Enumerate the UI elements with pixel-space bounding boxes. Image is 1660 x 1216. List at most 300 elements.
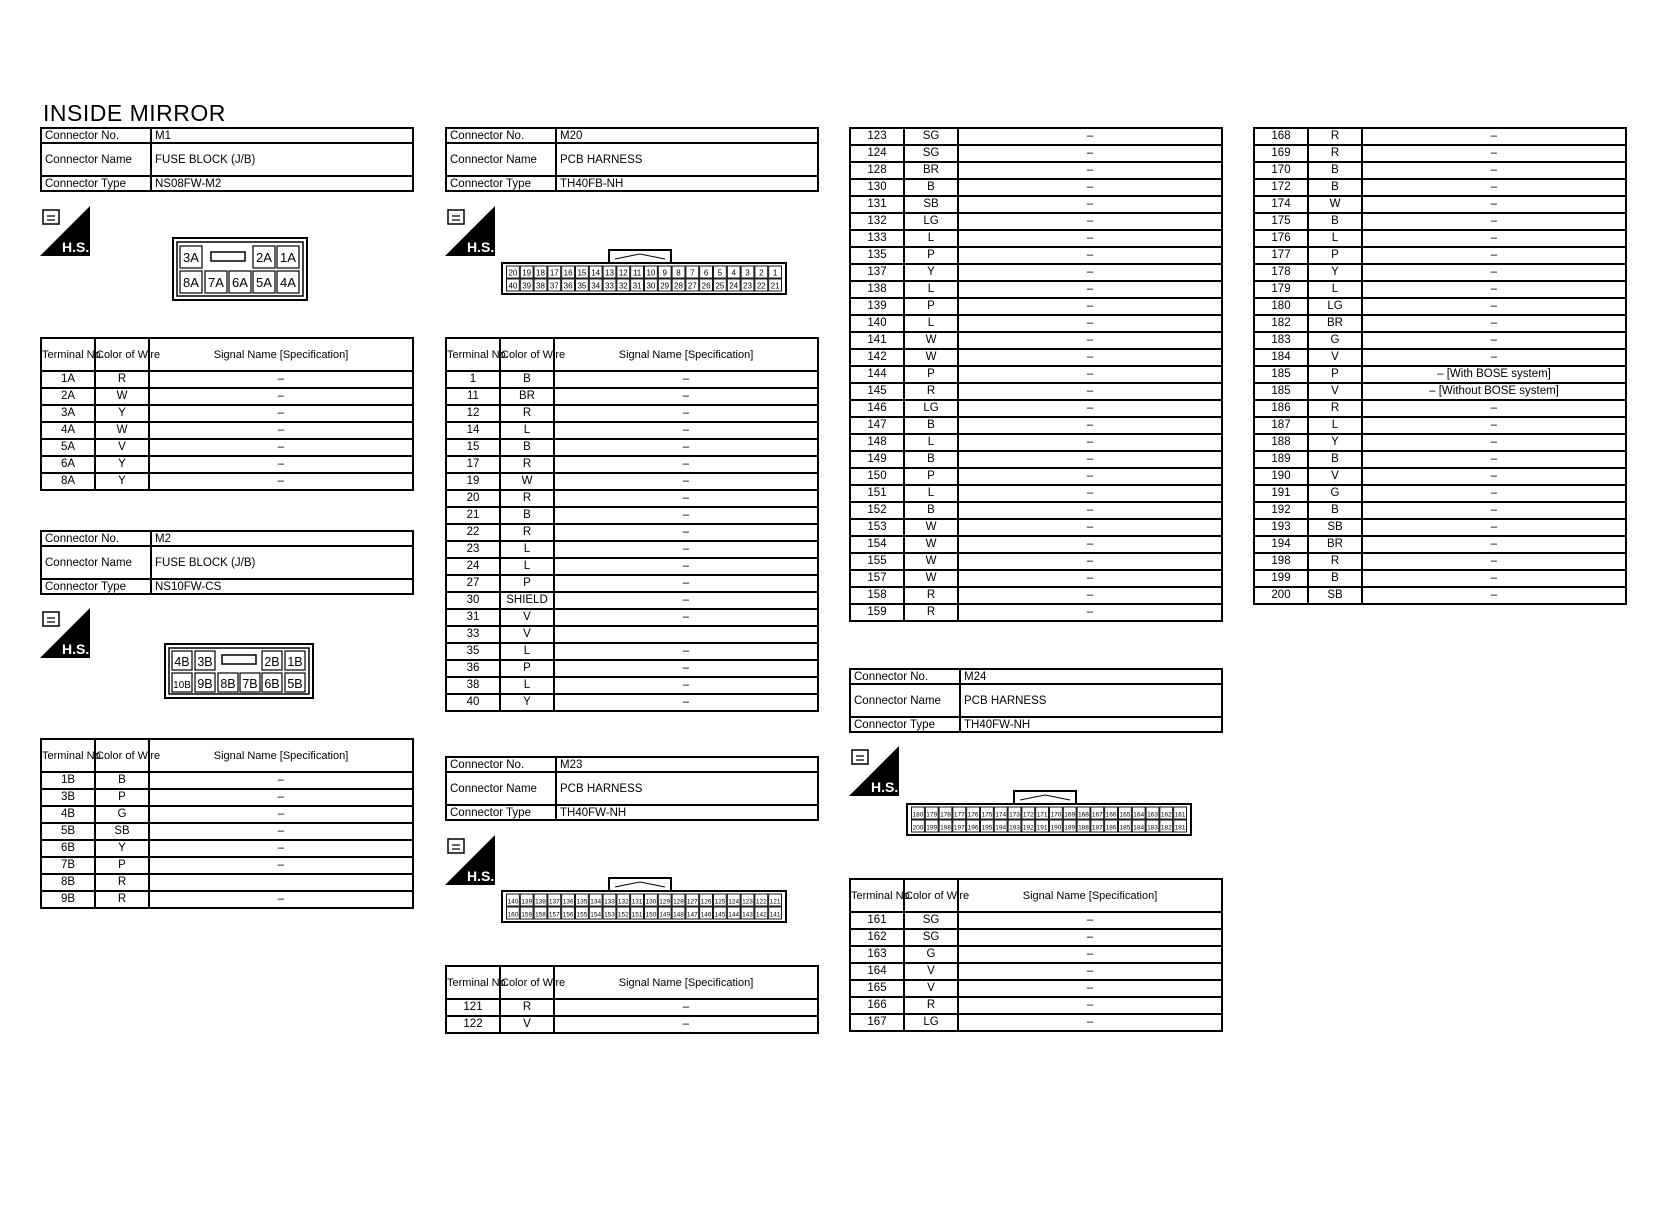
terminal-row [446,694,818,711]
connector-info-m24 [849,668,1223,733]
terminal-row [850,1014,1222,1031]
connector-type-label: Connector Type [41,176,151,191]
wire-color: BR [500,388,554,405]
terminal-no: 152 [850,502,904,519]
terminal-row [41,806,413,823]
connector-type-value: NS08FW-M2 [151,176,413,191]
wire-color: W [500,473,554,490]
terminal-row [850,366,1222,383]
terminal-no: 180 [1254,298,1308,315]
terminal-no: 185 [1254,383,1308,400]
terminal-no: 20 [446,490,500,507]
signal-name: – [1362,230,1626,247]
pin-label: 122 [755,898,767,906]
wire-color: L [500,677,554,694]
pin-label: 5 [717,268,723,278]
wire-color: B [1308,179,1362,196]
pin-label: 149 [659,911,671,919]
terminal-no: 3A [41,405,95,422]
connector-no-label: Connector No. [41,531,151,546]
pin-label: 148 [673,911,684,919]
terminal-row [850,349,1222,366]
terminal-row [446,609,818,626]
terminal-row [1254,434,1626,451]
terminal-row [850,145,1222,162]
signal-name: – [1362,247,1626,264]
pin-label: 39 [522,281,532,291]
terminal-row [41,789,413,806]
signal-name: – [958,468,1222,485]
pin-label: 161 [1174,811,1186,819]
wire-color: SG [904,912,958,929]
wire-color: W [904,553,958,570]
signal-name: – [1362,570,1626,587]
pin-label: 132 [617,898,629,906]
terminal-no: 189 [1254,451,1308,468]
terminal-row [1254,570,1626,587]
terminal-row [850,485,1222,502]
wire-color: R [500,405,554,422]
signal-name: – [958,332,1222,349]
pin-label: 32 [618,281,628,291]
signal-name: – [149,473,413,490]
pin-label: 136 [562,898,574,906]
wire-color: SB [1308,587,1362,604]
terminal-row [850,162,1222,179]
pin-label: 166 [1105,811,1117,819]
wire-color: W [904,570,958,587]
signal-name: – [554,1016,818,1033]
terminal-no-header: Terminal No. [41,338,95,371]
signal-name: – [958,963,1222,980]
terminal-no: 155 [850,553,904,570]
signal-name: – [958,451,1222,468]
pin-label: 151 [631,911,643,919]
signal-name: – [1362,213,1626,230]
terminal-table-m24-continued [1253,127,1627,605]
terminal-row [850,536,1222,553]
pin-label: 192 [1022,824,1034,832]
signal-name: – [554,558,818,575]
connector-face-m23 [501,875,787,923]
terminal-no: 166 [850,997,904,1014]
wire-color: SB [1308,519,1362,536]
wire-color: L [500,643,554,660]
terminal-no: 9B [41,891,95,908]
terminal-row [446,524,818,541]
terminal-row [41,823,413,840]
terminal-row [446,456,818,473]
terminal-row [850,912,1222,929]
signal-name: – [554,541,818,558]
pin-label: 14 [591,268,601,278]
terminal-row [1254,281,1626,298]
signal-name: – [1362,519,1626,536]
pin-label: 188 [1078,824,1089,832]
pin-label: 5A [256,275,272,290]
harness-side-icon [40,206,90,256]
terminal-no: 122 [446,1016,500,1033]
wire-color: V [904,963,958,980]
signal-name: – [149,857,413,874]
signal-name: – [149,789,413,806]
terminal-no: 157 [850,570,904,587]
pin-label: 9 [662,268,667,278]
terminal-table-m24 [849,878,1223,1032]
terminal-row [446,575,818,592]
terminal-no: 184 [1254,349,1308,366]
pin-label: 6A [232,275,248,290]
terminal-row [850,128,1222,145]
signal-name: – [1362,502,1626,519]
terminal-row [446,677,818,694]
terminal-row [850,553,1222,570]
pin-label: 197 [953,824,965,832]
wire-color: R [95,874,149,891]
signal-name: – [958,980,1222,997]
pin-label: 1 [772,268,778,278]
signal-name: – [Without BOSE system] [1362,383,1626,400]
pin-label: 10 [646,268,656,278]
terminal-no: 131 [850,196,904,213]
wire-color: P [1308,247,1362,264]
pin-label: 28 [674,281,683,291]
pin-label: 7 [690,268,695,278]
signal-name: – [958,997,1222,1014]
signal-name: – [1362,468,1626,485]
pin-label: 27 [687,281,697,291]
wire-color: B [904,451,958,468]
signal-name: – [1362,400,1626,417]
signal-name: – [149,422,413,439]
pin-label: 125 [714,898,726,906]
terminal-no: 14 [446,422,500,439]
signal-name: – [1362,145,1626,162]
terminal-no: 172 [1254,179,1308,196]
signal-name: – [149,388,413,405]
terminal-no: 159 [850,604,904,621]
terminal-table-m20 [445,337,819,712]
pin-label: 141 [769,911,781,919]
terminal-no: 154 [850,536,904,553]
terminal-row [446,626,818,643]
color-of-wire-header: Color of Wire [500,338,554,371]
signal-name: – [149,840,413,857]
terminal-row [41,874,413,891]
terminal-row [41,371,413,388]
pin-label: 172 [1022,811,1034,819]
pin-label: 171 [1036,811,1048,819]
wire-color: L [500,558,554,575]
pin-label: 158 [535,911,546,919]
wire-color: B [1308,162,1362,179]
wire-color: L [904,315,958,332]
connector-no-value: M2 [151,531,413,546]
terminal-no: 161 [850,912,904,929]
wire-color: Y [95,840,149,857]
pin-label: 153 [604,911,615,919]
wire-color: B [904,502,958,519]
pin-label: 199 [926,824,938,832]
pin-label: 128 [673,898,684,906]
wire-color: P [904,366,958,383]
terminal-no: 31 [446,609,500,626]
wire-color: R [500,999,554,1016]
wire-color: V [1308,468,1362,485]
terminal-no: 153 [850,519,904,536]
pin-label: 127 [686,898,698,906]
terminal-row [850,451,1222,468]
pin-label: 160 [507,911,519,919]
pin-label: 7A [208,275,224,290]
wire-color: G [1308,485,1362,502]
terminal-no: 164 [850,963,904,980]
signal-name: – [958,417,1222,434]
pin-label: 36 [563,281,573,291]
connector-face-m20 [501,247,787,295]
terminal-no: 141 [850,332,904,349]
pin-label: 34 [591,281,601,291]
terminal-no: 4A [41,422,95,439]
pin-label: 26 [701,281,711,291]
signal-name: – [1362,128,1626,145]
terminal-no: 5A [41,439,95,456]
signal-name: – [1362,298,1626,315]
terminal-no-header: Terminal No. [850,879,904,912]
wire-color: W [904,349,958,366]
terminal-row [850,247,1222,264]
terminal-row [850,332,1222,349]
wire-color: W [904,332,958,349]
pin-label: 24 [729,281,739,291]
terminal-row [446,405,818,422]
connector-name-label: Connector Name [850,684,960,717]
signal-name: – [958,434,1222,451]
connector-name-label: Connector Name [446,772,556,805]
wire-color: R [904,383,958,400]
signal-name: – [1362,179,1626,196]
pin-label: 138 [535,898,546,906]
terminal-no: 162 [850,929,904,946]
signal-name-header: Signal Name [Specification] [554,966,818,999]
wire-color: Y [95,405,149,422]
pin-label: 135 [576,898,588,906]
terminal-no: 15 [446,439,500,456]
terminal-no: 198 [1254,553,1308,570]
terminal-no: 27 [446,575,500,592]
wire-color: B [1308,213,1362,230]
pin-label: 150 [645,911,657,919]
pin-label: 146 [700,911,712,919]
pin-label: 8A [183,275,199,290]
wire-color: Y [500,694,554,711]
pin-label: 170 [1050,811,1062,819]
signal-name: – [1362,536,1626,553]
terminal-no: 124 [850,145,904,162]
terminal-no: 175 [1254,213,1308,230]
terminal-no: 2A [41,388,95,405]
pin-label: 185 [1119,824,1131,832]
signal-name: – [1362,417,1626,434]
wire-color: SB [95,823,149,840]
wire-color: P [1308,366,1362,383]
wire-color: L [500,541,554,558]
connector-no-label: Connector No. [850,669,960,684]
signal-name [149,874,413,891]
wire-color: R [904,997,958,1014]
wire-color: G [904,946,958,963]
signal-name: – [1362,451,1626,468]
terminal-row [1254,417,1626,434]
terminal-row [850,298,1222,315]
terminal-no: 8B [41,874,95,891]
wire-color: G [95,806,149,823]
terminal-row [446,1016,818,1033]
wire-color: Y [1308,264,1362,281]
wire-color: W [904,536,958,553]
connector-no-value: M23 [556,757,818,772]
terminal-row [41,772,413,789]
terminal-no: 193 [1254,519,1308,536]
terminal-row [850,230,1222,247]
connector-latch [615,882,665,887]
wire-color: L [1308,230,1362,247]
signal-name [554,626,818,643]
terminal-no: 30 [446,592,500,609]
terminal-no: 36 [446,660,500,677]
pin-label: 179 [926,811,938,819]
terminal-no: 170 [1254,162,1308,179]
terminal-row [850,570,1222,587]
wire-color: L [500,422,554,439]
signal-name: – [554,388,818,405]
terminal-row [446,422,818,439]
signal-name: – [554,677,818,694]
terminal-row [446,490,818,507]
pin-label: 38 [536,281,545,291]
connector-name-label: Connector Name [41,546,151,579]
terminal-no: 191 [1254,485,1308,502]
pin-label: 181 [1174,824,1186,832]
wire-color: W [95,422,149,439]
wire-color: G [1308,332,1362,349]
signal-name: – [958,128,1222,145]
signal-name: – [958,264,1222,281]
signal-name: – [958,162,1222,179]
pin-label: 174 [995,811,1007,819]
signal-name-header: Signal Name [Specification] [958,879,1222,912]
pin-label: 40 [508,281,518,291]
wire-color: V [500,1016,554,1033]
connector-info-m2 [40,530,414,595]
connector-type-label: Connector Type [850,717,960,732]
wire-color: L [904,434,958,451]
terminal-row [1254,485,1626,502]
pin-label: 1A [280,250,296,265]
wire-color: SG [904,128,958,145]
signal-name: – [1362,553,1626,570]
connector-type-value: NS10FW-CS [151,579,413,594]
terminal-no: 1 [446,371,500,388]
terminal-no: 38 [446,677,500,694]
signal-name: – [1362,264,1626,281]
terminal-row [1254,332,1626,349]
signal-name: – [1362,587,1626,604]
wire-color: Y [904,264,958,281]
wire-color: B [500,507,554,524]
wire-color: P [904,468,958,485]
terminal-no: 130 [850,179,904,196]
terminal-row [850,929,1222,946]
pin-label: 177 [953,811,965,819]
terminal-row [850,179,1222,196]
terminal-row [850,980,1222,997]
connector-type-label: Connector Type [446,176,556,191]
terminal-row [850,587,1222,604]
wire-color: SB [904,196,958,213]
pin-label: 133 [604,898,615,906]
wire-color: V [95,439,149,456]
pin-label: 8 [676,268,681,278]
terminal-row [850,196,1222,213]
hs-label: H.S. [62,641,90,657]
pin-label: 176 [967,811,979,819]
wire-color: L [904,281,958,298]
wire-color: B [1308,570,1362,587]
terminal-no: 194 [1254,536,1308,553]
terminal-no: 123 [850,128,904,145]
pin-label: 25 [715,281,725,291]
wire-color: V [1308,383,1362,400]
connector-name-value: FUSE BLOCK (J/B) [151,143,413,176]
pin-label: 154 [590,911,602,919]
wire-color: LG [904,400,958,417]
terminal-row [850,417,1222,434]
signal-name: – [149,891,413,908]
terminal-no: 21 [446,507,500,524]
signal-name: – [958,553,1222,570]
signal-name: – [958,604,1222,621]
pin-label: 168 [1078,811,1089,819]
terminal-no: 177 [1254,247,1308,264]
terminal-no: 185 [1254,366,1308,383]
signal-name: – [958,196,1222,213]
terminal-table-m2 [40,738,414,909]
pin-label: 162 [1160,811,1172,819]
signal-name: – [958,383,1222,400]
terminal-row [1254,502,1626,519]
connector-info-m23 [445,756,819,821]
wire-color: R [95,891,149,908]
signal-name: – [958,912,1222,929]
signal-name: – [958,230,1222,247]
signal-name: – [554,575,818,592]
terminal-no: 1B [41,772,95,789]
terminal-no: 19 [446,473,500,490]
pin-label: 9B [197,677,213,691]
wire-color: R [1308,553,1362,570]
signal-name: – [554,660,818,677]
wire-color: BR [1308,536,1362,553]
color-of-wire-header: Color of Wire [500,966,554,999]
signal-name: – [958,946,1222,963]
terminal-row [1254,315,1626,332]
wire-color: SG [904,145,958,162]
terminal-row [41,422,413,439]
connector-info-m20 [445,127,819,192]
terminal-row [41,439,413,456]
signal-name: – [With BOSE system] [1362,366,1626,383]
